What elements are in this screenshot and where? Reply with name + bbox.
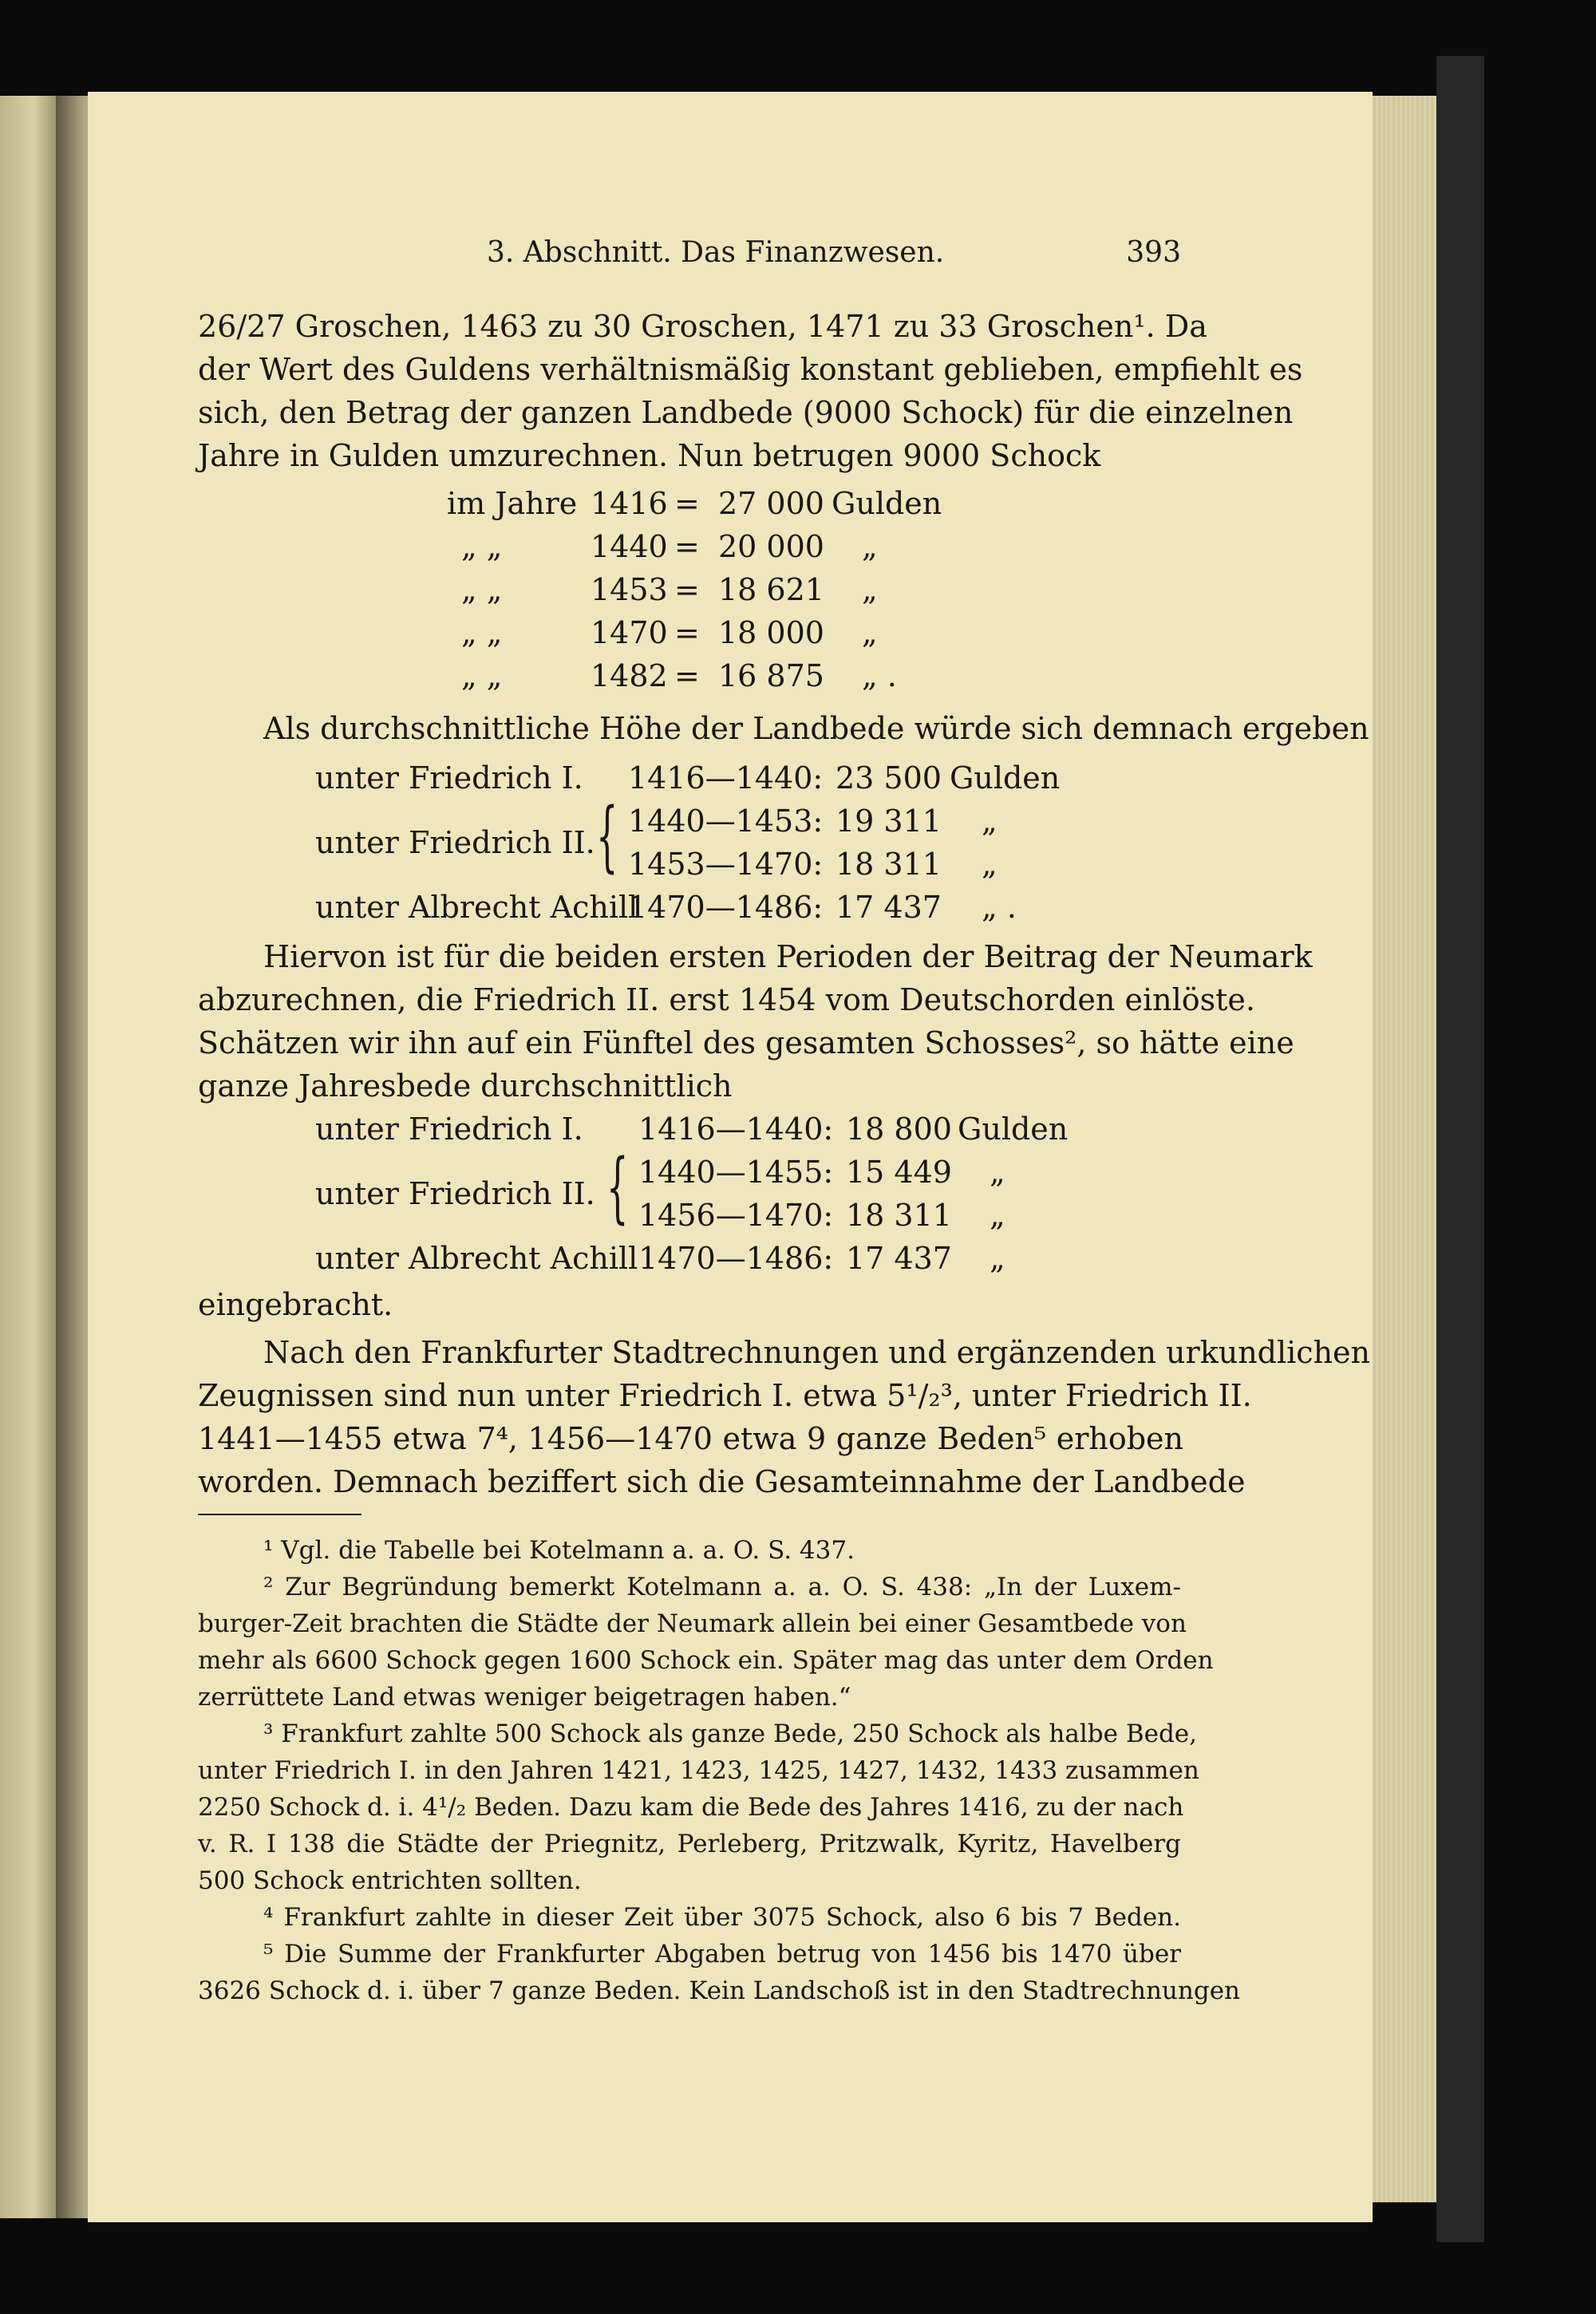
ruler-label: unter Friedrich II. xyxy=(315,825,595,860)
period: 1440—1455: xyxy=(638,1155,834,1190)
amount: 18 311 xyxy=(836,847,942,882)
row-unit: Gulden xyxy=(832,486,942,521)
row-equals: = xyxy=(674,486,700,521)
footnote-3-line: 500 Schock entrichten sollten. xyxy=(198,1866,582,1895)
book-gutter xyxy=(56,96,88,2218)
ruler-label: unter Friedrich I. xyxy=(315,760,583,796)
text-line: Zeugnissen sind nun unter Friedrich I. etwa 5¹/₂³, unter Friedrich II. xyxy=(198,1378,1252,1413)
row-unit: „ . xyxy=(862,658,897,693)
amount: 17 437 xyxy=(846,1241,952,1276)
row-year: 1440 xyxy=(591,529,668,564)
amount: 18 311 xyxy=(846,1198,952,1233)
brace-glyph: { xyxy=(596,792,618,881)
footnote-5-line: 3626 Schock d. i. über 7 ganze Beden. Kein Landschoß ist in den Stadtrechnungen xyxy=(198,1976,1241,2005)
row-amount: 27 000 xyxy=(718,486,824,521)
text-line: Jahre in Gulden umzurechnen. Nun betrugen 9000 Schock xyxy=(198,438,1101,473)
ruler-label: unter Albrecht Achill xyxy=(315,890,638,925)
book-cover xyxy=(1436,56,1484,2242)
period: 1453—1470: xyxy=(628,847,824,882)
unit: Gulden xyxy=(950,760,1061,796)
text-line: abzurechnen, die Friedrich II. erst 1454 vom Deutschorden einlöste. xyxy=(198,982,1255,1017)
row-equals: = xyxy=(674,572,700,607)
footnote-2-line: burger-Zeit brachten die Städte der Neumark allein bei einer Gesamtbede von xyxy=(198,1609,1187,1638)
years-table xyxy=(447,482,942,697)
period: 1470—1486: xyxy=(638,1241,834,1276)
row-year: 1482 xyxy=(591,658,668,693)
text-line: Hiervon ist für die beiden ersten Perioden der Beitrag der Neumark xyxy=(263,939,1313,974)
footnote-3-line: 2250 Schock d. i. 4¹/₂ Beden. Dazu kam die Bede des Jahres 1416, zu der nach xyxy=(198,1793,1184,1822)
paragraph-2 xyxy=(198,707,1369,750)
period: 1456—1470: xyxy=(638,1198,834,1233)
amount: 18 800 xyxy=(846,1112,952,1147)
row-amount: 18 000 xyxy=(718,615,824,650)
row-equals: = xyxy=(674,658,700,693)
text-line: eingebracht. xyxy=(198,1287,393,1322)
text-line: Als durchschnittliche Höhe der Landbede würde sich demnach ergeben xyxy=(263,711,1369,746)
left-page-edge xyxy=(0,96,56,2218)
unit: „ xyxy=(982,804,998,839)
unit: „ xyxy=(982,847,998,882)
text-line: 26/27 Groschen, 1463 zu 30 Groschen, 1471 zu 33 Groschen¹. Da xyxy=(198,309,1207,344)
footnote-5-line: ⁵ Die Summe der Frankfurter Abgaben betrug von 1456 bis 1470 über xyxy=(263,1940,1181,1968)
row-label: „ „ xyxy=(461,658,503,693)
row-equals: = xyxy=(674,529,700,564)
footnote-3-line: unter Friedrich I. in den Jahren 1421, 1423, 1425, 1427, 1432, 1433 zusammen xyxy=(198,1756,1199,1785)
footnote-3-line: ³ Frankfurt zahlte 500 Schock als ganze Bede, 250 Schock als halbe Bede, xyxy=(263,1720,1198,1748)
paragraph-3 xyxy=(198,935,1313,1108)
period: 1440—1453: xyxy=(628,804,824,839)
row-amount: 20 000 xyxy=(718,529,824,564)
footnote-2-line: zerrüttete Land etwas weniger beigetragen haben.“ xyxy=(198,1683,851,1712)
footnotes xyxy=(198,1532,1241,2009)
row-unit: „ xyxy=(862,572,878,607)
unit: „ xyxy=(990,1198,1005,1233)
unit: Gulden xyxy=(958,1112,1069,1147)
period: 1416—1440: xyxy=(628,760,824,796)
unit: „ xyxy=(990,1241,1005,1276)
header-title: 3. Abschnitt. Das Finanzwesen. xyxy=(487,236,945,269)
footnote-2-line: ² Zur Begründung bemerkt Kotelmann a. a. O. S. 438: „In der Luxem- xyxy=(263,1573,1181,1601)
unit: „ . xyxy=(982,890,1017,925)
ruler-label: unter Friedrich I. xyxy=(315,1112,583,1147)
average-table-1 xyxy=(315,756,1065,932)
row-amount: 18 621 xyxy=(718,572,824,607)
footnote-rule xyxy=(198,1514,361,1515)
row-label: „ „ xyxy=(461,529,503,564)
text-line: sich, den Betrag der ganzen Landbede (9000 Schock) für die einzelnen xyxy=(198,395,1294,430)
row-year: 1416 xyxy=(591,486,668,521)
text-line: Schätzen wir ihn auf ein Fünftel des gesamten Schosses², so hätte eine xyxy=(198,1025,1294,1060)
footnote-2-line: mehr als 6600 Schock gegen 1600 Schock ein. Später mag das unter dem Orden xyxy=(198,1646,1214,1675)
paragraph-1 xyxy=(198,305,1303,477)
amount: 23 500 xyxy=(836,760,942,796)
ruler-label: unter Albrecht Achill xyxy=(315,1241,638,1276)
text-line: Nach den Frankfurter Stadtrechnungen und ergänzenden urkundlichen xyxy=(263,1335,1371,1370)
text-line: der Wert des Guldens verhältnismäßig konstant geblieben, empfiehlt es xyxy=(198,352,1303,387)
footnote-3-line: v. R. I 138 die Städte der Priegnitz, Perleberg, Pritzwalk, Kyritz, Havelberg xyxy=(198,1830,1181,1858)
period: 1416—1440: xyxy=(638,1112,834,1147)
amount: 17 437 xyxy=(836,890,942,925)
period: 1470—1486: xyxy=(628,890,824,925)
page-stack-edge xyxy=(1373,96,1436,2202)
row-label: „ „ xyxy=(461,572,503,607)
amount: 15 449 xyxy=(846,1155,952,1190)
text-line: worden. Demnach beziffert sich die Gesamteinnahme der Landbede xyxy=(198,1464,1246,1499)
unit: „ xyxy=(990,1155,1005,1190)
average-table-2 xyxy=(315,1108,1069,1283)
footnote-4: ⁴ Frankfurt zahlte in dieser Zeit über 3075 Schock, also 6 bis 7 Beden. xyxy=(263,1903,1181,1932)
page-number: 393 xyxy=(1126,236,1181,269)
amount: 19 311 xyxy=(836,804,942,839)
ruler-label: unter Friedrich II. xyxy=(315,1176,595,1211)
paragraph-4 xyxy=(198,1283,1183,1326)
text-line: ganze Jahresbede durchschnittlich xyxy=(198,1068,733,1104)
row-amount: 16 875 xyxy=(718,658,824,693)
text-line: 1441—1455 etwa 7⁴, 1456—1470 etwa 9 ganze Beden⁵ erhoben xyxy=(198,1421,1183,1456)
brace-glyph: { xyxy=(606,1143,629,1232)
row-label: „ „ xyxy=(461,615,503,650)
row-unit: „ xyxy=(862,615,878,650)
row-year: 1470 xyxy=(591,615,668,650)
footnote-1: ¹ Vgl. die Tabelle bei Kotelmann a. a. O. S. 437. xyxy=(263,1536,855,1565)
row-unit: „ xyxy=(862,529,878,564)
row-label: im Jahre xyxy=(447,486,578,521)
row-year: 1453 xyxy=(591,572,668,607)
paragraph-5 xyxy=(198,1331,1371,1503)
row-equals: = xyxy=(674,615,700,650)
